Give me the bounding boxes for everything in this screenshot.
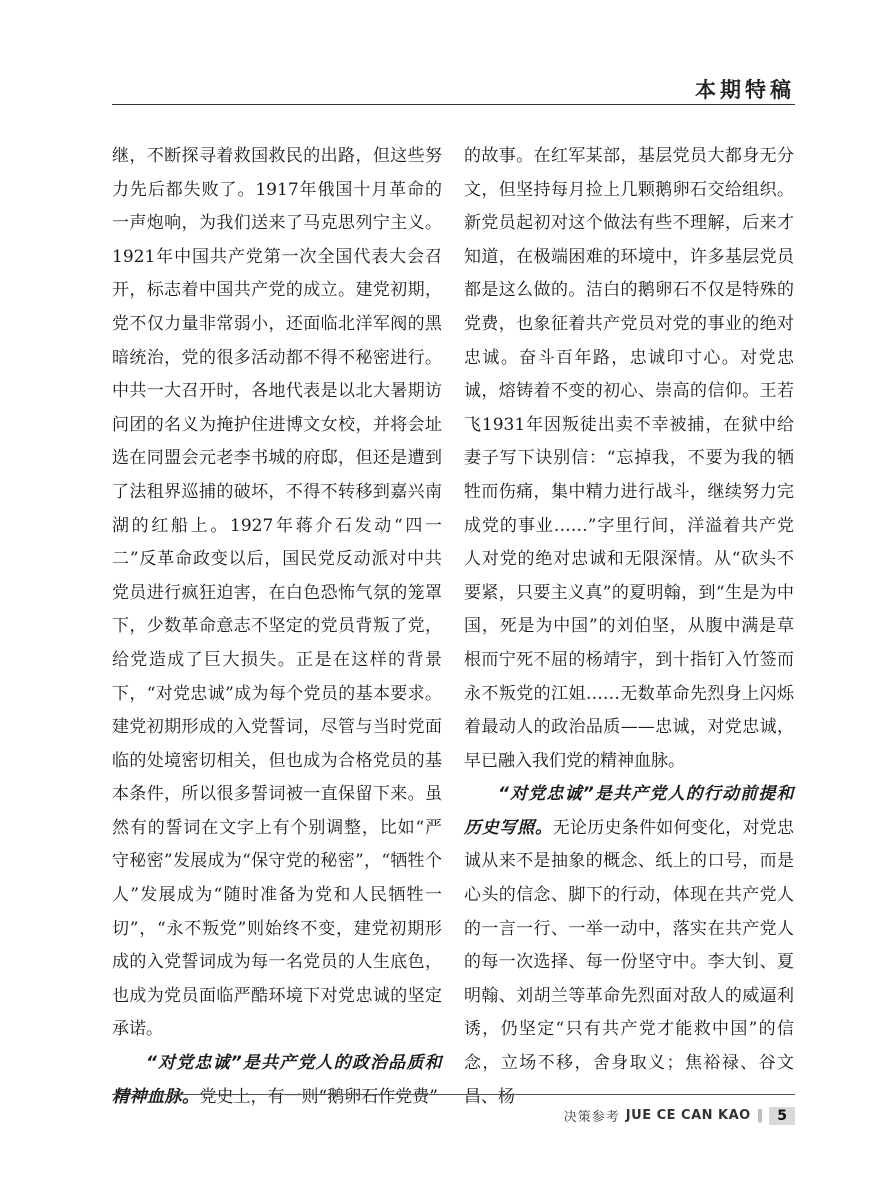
left-paragraph-2: [112, 1047, 442, 1114]
page-number: 5: [769, 1107, 795, 1125]
footer-divider: [112, 1094, 795, 1095]
right-column: [464, 140, 794, 1114]
left-paragraph-2-text: 党史上，有一则“鹅卵石作党费”: [199, 1086, 438, 1107]
publication-name-latin: JUE CE CAN KAO: [625, 1108, 751, 1123]
footer-separator: ‖: [756, 1108, 764, 1123]
right-paragraph-2: [464, 778, 794, 1114]
right-paragraph-1: 的故事。在红军某部，基层党员大都身无分文，但坚持每月捡上几颗鹅卵石交给组织。新党员起初对这个做法有些不理解，后来才知道，在极端困难的环境中，许多基层党员都是这么做的。洁白的鹅卵石不仅是特殊的党费，也象征着共产党员对党的事业的绝对忠诚。奋斗百年路，忠诚印寸心。对党忠诚，熔铸着不变的初心、崇高的信仰。王若飞1931年因叛徒出卖不幸被捕，在狱中给妻子写下诀别信：“忘掉我，不要为我的牺牲而伤痛，集中精力进行战斗，继续努力完成党的事业……”字里行间，洋溢着共产党人对党的绝对忠诚和无限深情。从“砍头不要紧，只要主义真”的夏明翰，到“生是为中国，死是为中国”的刘伯坚，从腹中满是草根而宁死不屈的杨靖宇，到十指钉入竹签而永不叛党的江姐……无数革命先烈身上闪烁着最动人的政治品质——忠诚，对党忠诚，早已融入我们党的精神血脉。: [464, 146, 794, 771]
page-footer: [564, 1106, 795, 1125]
left-paragraph-1: 继，不断探寻着救国救民的出路，但这些努力先后都失败了。1917年俄国十月革命的一声炮响，为我们送来了马克思列宁主义。1921年中国共产党第一次全国代表大会召开，标志着中国共产党的成立。建党初期，党不仅力量非常弱小，还面临北洋军阀的黑暗统治，党的很多活动都不得不秘密进行。中共一大召开时，各地代表是以北大暑期访问团的名义为掩护住进博文女校，并将会址选在同盟会元老李书城的府邸，但还是遭到了法租界巡捕的破坏，不得不转移到嘉兴南湖的红船上。1927年蒋介石发动“四一二”反革命政变以后，国民党反动派对中共党员进行疯狂迫害，在白色恐怖气氛的笼罩下，少数革命意志不坚定的党员背叛了党，给党造成了巨大损失。正是在这样的背景下，“对党忠诚”成为每个党员的基本要求。建党初期形成的入党誓词，尽管与当时党面临的处境密切相关，但也成为合格党员的基本条件，所以很多誓词被一直保留下来。虽然有的誓词在文字上有个别调整，比如“严守秘密”发展成为“保守党的秘密”，“牺牲个人”发展成为“随时准备为党和人民牺牲一切”，“永不叛党”则始终不变，建党初期形成的入党誓词成为每一名党员的人生底色，也成为党员面临严酷环境下对党忠诚的坚定承诺。: [112, 146, 442, 1040]
section-label: 本期特稿: [695, 78, 795, 102]
left-paragraph-2-lead: “对党忠诚”是共产党人的政治品质和精神血脉。: [112, 1053, 442, 1107]
right-paragraph-2-lead: “对党忠诚”是共产党人的行动前提和历史写照。: [464, 784, 794, 838]
right-paragraph-2-text: 无论历史条件如何变化，对党忠诚从来不是抽象的概念、纸上的口号，而是心头的信念、脚下的行动，体现在共产党人的一言一行、一举一动中，落实在共产党人的每一次选择、每一份坚守中。李大钊、夏明翰、刘胡兰等革命先烈面对敌人的威逼利诱，仍坚定“只有共产党才能救中国”的信念，立场不移，舍身取义；焦裕禄、谷文昌、杨: [464, 817, 794, 1107]
left-column: [112, 140, 442, 1114]
publication-name-cn: 决策参考: [563, 1110, 620, 1125]
header-divider: [112, 104, 795, 105]
